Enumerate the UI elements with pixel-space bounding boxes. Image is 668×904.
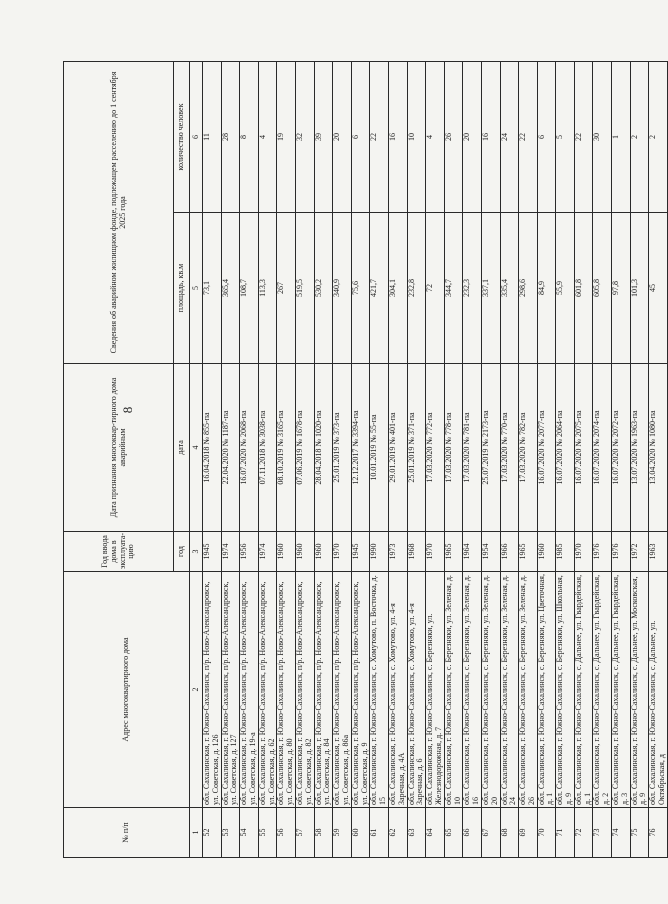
header-address: Адрес многоквартирного дома	[64, 572, 190, 808]
table-row	[481, 61, 500, 857]
row-address: обл. Сахалинская, г. Южно-Сахалинск, с. Хомутово, ул. 4-я Заречная, д. 4А	[388, 572, 407, 808]
table-row	[388, 61, 407, 857]
row-date: 17.03.2020 № 770-па	[500, 364, 519, 532]
row-area: 267	[277, 213, 296, 364]
row-area: 530,2	[314, 213, 333, 364]
row-date: 16.04.2018 № 855-па	[203, 364, 222, 532]
row-area: 73,1	[203, 213, 222, 364]
row-area: 72	[426, 213, 445, 364]
row-year: 1965	[519, 532, 538, 572]
row-area: 365,4	[221, 213, 240, 364]
row-num: 71	[556, 808, 575, 858]
table-row	[333, 61, 352, 857]
row-date: 16.07.2020 № 2064-па	[556, 364, 575, 532]
row-num: 68	[500, 808, 519, 858]
row-area: 344,7	[444, 213, 463, 364]
row-num: 58	[314, 808, 333, 858]
row-date: 29.01.2019 № 401-па	[388, 364, 407, 532]
table-row	[426, 61, 445, 857]
row-year: 1945	[351, 532, 370, 572]
row-year: 1972	[630, 532, 649, 572]
row-num: 64	[426, 808, 445, 858]
table-row	[574, 61, 593, 857]
row-people: 4	[258, 61, 277, 212]
row-date: 17.03.2020 № 778-па	[444, 364, 463, 532]
table-row	[258, 61, 277, 857]
row-year: 1963	[649, 532, 668, 572]
col-number-5: 5	[190, 213, 203, 364]
header-num: № п/п	[64, 808, 190, 858]
row-address: обл. Сахалинская, г. Южно-Сахалинск, с. Дальнее, ул. Гвардейская, д. 1	[574, 572, 593, 808]
row-people: 16	[388, 61, 407, 212]
row-date: 10.01.2019 № 55-па	[370, 364, 389, 532]
row-people: 11	[203, 61, 222, 212]
table-row	[221, 61, 240, 857]
subheader-area: площадь, кв.м	[174, 213, 190, 364]
table-row	[612, 61, 631, 857]
row-address: обл. Сахалинская, г. Южно-Сахалинск, с. Березняки, ул. Школьная, д. 9	[556, 572, 575, 808]
row-people: 2	[649, 61, 668, 212]
table-row	[593, 61, 612, 857]
row-date: 07.11.2018 № 3038-па	[258, 364, 277, 532]
row-people: 28	[221, 61, 240, 212]
row-date: 22.04.2020 № 1187-па	[221, 364, 240, 532]
table-row	[203, 61, 222, 857]
row-people: 6	[537, 61, 556, 212]
table-row	[295, 61, 314, 857]
row-area: 519,5	[295, 213, 314, 364]
table-row	[537, 61, 556, 857]
row-year: 1960	[537, 532, 556, 572]
subheader-people: количество человек	[174, 61, 190, 212]
row-date: 25.01.2019 № 373-па	[333, 364, 352, 532]
row-num: 54	[240, 808, 259, 858]
row-address: обл. Сахалинская, г. Южно-Сахалинск, п/р. Ново-Александровск, ул. Советская, д. 126	[203, 572, 222, 808]
row-year: 1970	[426, 532, 445, 572]
row-people: 5	[556, 61, 575, 212]
header-year: Год ввода дома в эксплуата-цию	[64, 532, 174, 572]
row-address: обл. Сахалинская, г. Южно-Сахалинск, с. Березняки, ул. Цветочная, д. 1	[537, 572, 556, 808]
row-year: 1960	[314, 532, 333, 572]
row-address: обл. Сахалинская, г. Южно-Сахалинск, п/р. Ново-Александровск, ул. Советская, д. 19-а	[240, 572, 259, 808]
table-row	[556, 61, 575, 857]
row-area: 421,7	[370, 213, 389, 364]
row-date: 13.07.2020 № 1963-па	[630, 364, 649, 532]
row-num: 76	[649, 808, 668, 858]
row-year: 1974	[258, 532, 277, 572]
row-area: 101,3	[630, 213, 649, 364]
row-date: 16.07.2020 № 2077-па	[537, 364, 556, 532]
row-date: 07.06.2019 № 1678-па	[295, 364, 314, 532]
col-number-6: 6	[190, 61, 203, 212]
row-year: 1965	[444, 532, 463, 572]
row-date: 16.07.2020 № 2072-па	[612, 364, 631, 532]
row-date: 08.10.2019 № 3165-па	[277, 364, 296, 532]
row-num: 60	[351, 808, 370, 858]
row-address: обл. Сахалинская, г. Южно-Сахалинск, с. Березняки, ул. Зеленая, д. 16	[463, 572, 482, 808]
page-number: 8	[120, 406, 135, 414]
row-year: 1960	[295, 532, 314, 572]
row-num: 61	[370, 808, 389, 858]
table-row	[500, 61, 519, 857]
row-num: 52	[203, 808, 222, 858]
row-year: 1954	[481, 532, 500, 572]
row-people: 19	[277, 61, 296, 212]
row-num: 62	[388, 808, 407, 858]
row-num: 63	[407, 808, 426, 858]
table-row	[407, 61, 426, 857]
row-num: 55	[258, 808, 277, 858]
table-row	[351, 61, 370, 857]
row-people: 22	[519, 61, 538, 212]
row-address: обл. Сахалинская, г. Южно-Сахалинск, п/р. Ново-Александровск, ул. Советская, д. 82	[295, 572, 314, 808]
row-date: 28.04.2018 № 1020-па	[314, 364, 333, 532]
row-address: обл. Сахалинская, г. Южно-Сахалинск, с. Березняки, ул. Зеленая, д. 10	[444, 572, 463, 808]
row-num: 73	[593, 808, 612, 858]
col-number-1: 1	[190, 808, 203, 858]
row-area: 340,9	[333, 213, 352, 364]
table-row	[630, 61, 649, 857]
row-people: 39	[314, 61, 333, 212]
row-people: 6	[351, 61, 370, 212]
row-year: 1970	[574, 532, 593, 572]
row-address: обл. Сахалинская, г. Южно-Сахалинск, п/р. Ново-Александровск, ул. Советская, д. 80	[277, 572, 296, 808]
row-people: 20	[463, 61, 482, 212]
row-num: 72	[574, 808, 593, 858]
row-area: 337,1	[481, 213, 500, 364]
row-people: 8	[240, 61, 259, 212]
row-people: 1	[612, 61, 631, 212]
row-year: 1945	[203, 532, 222, 572]
row-date: 25.07.2019 № 2173-па	[481, 364, 500, 532]
row-address: обл. Сахалинская, г. Южно-Сахалинск, с. Березняки, ул. Зеленая, д. 24	[500, 572, 519, 808]
row-address: обл. Сахалинская, г. Южно-Сахалинск, с. Березняки, ул. Железнодорожная, д. 7	[426, 572, 445, 808]
table-row	[277, 61, 296, 857]
row-address: обл. Сахалинская, г. Южно-Сахалинск, п/р. Ново-Александровск, ул. Советская, д. 9	[351, 572, 370, 808]
row-address: обл. Сахалинская, г. Южно-Сахалинск, п/р. Ново-Александровск, ул. Советская, д. 62	[258, 572, 277, 808]
row-address: обл. Сахалинская, г. Южно-Сахалинск, с. Березняки, ул. Зеленая, д. 20	[481, 572, 500, 808]
row-address: обл. Сахалинская, г. Южно-Сахалинск, с. Дальнее, ул. Московская, д. 9	[630, 572, 649, 808]
row-area: 113,3	[258, 213, 277, 364]
col-number-4: 4	[190, 364, 203, 532]
row-people: 30	[593, 61, 612, 212]
table-row	[444, 61, 463, 857]
row-address: обл. Сахалинская, г. Южно-Сахалинск, с. Хомутово, п. Восточка, д. 15	[370, 572, 389, 808]
emergency-housing-table	[63, 61, 668, 858]
table-row	[240, 61, 259, 857]
row-num: 56	[277, 808, 296, 858]
subheader-year: год	[174, 532, 190, 572]
header-info: Сведения об аварийном жилищном фонде, подлежащем расселению до 1 сентября 2025 года	[64, 61, 174, 363]
table-row	[463, 61, 482, 857]
row-year: 1964	[463, 532, 482, 572]
row-num: 65	[444, 808, 463, 858]
row-address: обл. Сахалинская, г. Южно-Сахалинск, п/р. Ново-Александровск, ул. Советская, д. 84	[314, 572, 333, 808]
row-area: 601,8	[574, 213, 593, 364]
row-date: 16.07.2020 № 2075-па	[574, 364, 593, 532]
row-people: 4	[426, 61, 445, 212]
row-date: 25.01.2019 № 371-па	[407, 364, 426, 532]
row-num: 67	[481, 808, 500, 858]
row-address: обл. Сахалинская, г. Южно-Сахалинск, с. Дальнее, ул. Октябрьская, д	[649, 572, 668, 808]
row-num: 69	[519, 808, 538, 858]
col-number-3: 3	[190, 532, 203, 572]
row-num: 74	[612, 808, 631, 858]
row-date: 16.07.2020 № 2068-па	[240, 364, 259, 532]
row-year: 1990	[370, 532, 389, 572]
row-people: 22	[574, 61, 593, 212]
row-year: 1985	[556, 532, 575, 572]
row-num: 53	[221, 808, 240, 858]
row-area: 55,9	[556, 213, 575, 364]
row-address: обл. Сахалинская, г. Южно-Сахалинск, с. Дальнее, ул. Гвардейская, д. 3	[612, 572, 631, 808]
row-num: 70	[537, 808, 556, 858]
row-people: 10	[407, 61, 426, 212]
subheader-date: дата	[174, 364, 190, 532]
row-area: 45	[649, 213, 668, 364]
row-people: 32	[295, 61, 314, 212]
row-year: 1973	[388, 532, 407, 572]
row-address: обл. Сахалинская, г. Южно-Сахалинск, с. Березняки, ул. Зеленая, д. 26	[519, 572, 538, 808]
table-body	[203, 61, 668, 857]
row-year: 1968	[407, 532, 426, 572]
row-people: 26	[444, 61, 463, 212]
row-area: 108,7	[240, 213, 259, 364]
table-row	[649, 61, 668, 857]
row-year: 1970	[333, 532, 352, 572]
row-area: 97,8	[612, 213, 631, 364]
row-address: обл. Сахалинская, г. Южно-Сахалинск, п/р. Ново-Александровск, ул. Советская, д. 86а	[333, 572, 352, 808]
table-row	[370, 61, 389, 857]
row-year: 1966	[500, 532, 519, 572]
row-area: 75,6	[351, 213, 370, 364]
header-recognition-date: Дата признания многоквар-тирного дома аварийным	[64, 364, 174, 532]
row-area: 84,9	[537, 213, 556, 364]
row-address: обл. Сахалинская, г. Южно-Сахалинск, п/р. Ново-Александровск, ул. Советская, д. 127	[221, 572, 240, 808]
row-date: 17.03.2020 № 781-па	[463, 364, 482, 532]
col-number-2: 2	[190, 572, 203, 808]
row-people: 20	[333, 61, 352, 212]
row-year: 1976	[612, 532, 631, 572]
row-year: 1956	[240, 532, 259, 572]
row-date: 17.03.2020 № 782-па	[519, 364, 538, 532]
row-date: 16.07.2020 № 2074-па	[593, 364, 612, 532]
row-people: 24	[500, 61, 519, 212]
row-num: 59	[333, 808, 352, 858]
row-area: 335,4	[500, 213, 519, 364]
row-address: обл. Сахалинская, г. Южно-Сахалинск, с. Дальнее, ул. Гвардейская, д. 2	[593, 572, 612, 808]
document-table-rotated	[63, 62, 667, 858]
row-area: 232,3	[463, 213, 482, 364]
row-people: 16	[481, 61, 500, 212]
row-address: обл. Сахалинская, г. Южно-Сахалинск, с. Хомутово, ул. 4-я Заречная, д. 6	[407, 572, 426, 808]
row-year: 1960	[277, 532, 296, 572]
table-row	[314, 61, 333, 857]
row-year: 1976	[593, 532, 612, 572]
row-date: 12.12.2017 № 3394-па	[351, 364, 370, 532]
row-area: 298,6	[519, 213, 538, 364]
row-date: 13.04.2020 № 1080-па	[649, 364, 668, 532]
row-num: 66	[463, 808, 482, 858]
row-area: 605,8	[593, 213, 612, 364]
row-area: 232,8	[407, 213, 426, 364]
row-date: 17.03.2020 № 772-па	[426, 364, 445, 532]
table-row	[519, 61, 538, 857]
row-area: 304,1	[388, 213, 407, 364]
row-year: 1974	[221, 532, 240, 572]
row-num: 75	[630, 808, 649, 858]
row-people: 2	[630, 61, 649, 212]
row-people: 22	[370, 61, 389, 212]
row-num: 57	[295, 808, 314, 858]
